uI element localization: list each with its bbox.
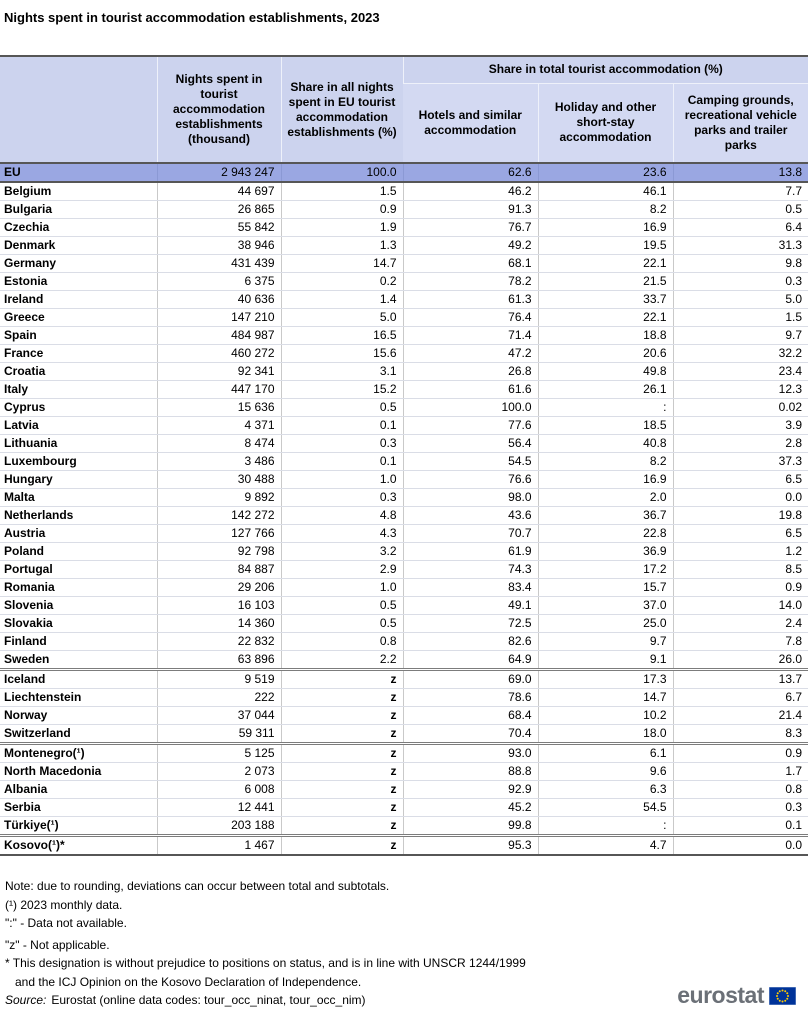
value-cell: 20.6	[538, 345, 673, 363]
table-body	[0, 163, 808, 855]
value-cell: 1.3	[281, 237, 403, 255]
col-header-nights: Nights spent in tourist accommodation establishments (thousand)	[157, 56, 281, 163]
country-name: Serbia	[0, 799, 157, 817]
table-row	[0, 219, 808, 237]
value-cell: 74.3	[403, 561, 538, 579]
country-name: Czechia	[0, 219, 157, 237]
value-cell: 0.8	[281, 633, 403, 651]
table-row	[0, 561, 808, 579]
value-cell: 13.8	[673, 163, 808, 182]
value-cell: 484 987	[157, 327, 281, 345]
country-name: Spain	[0, 327, 157, 345]
corner-cell	[0, 56, 157, 163]
table-row	[0, 543, 808, 561]
table-row	[0, 579, 808, 597]
value-cell: 12 441	[157, 799, 281, 817]
value-cell: 56.4	[403, 435, 538, 453]
col-header-camping: Camping grounds, recreational vehicle parks and trailer parks	[673, 83, 808, 163]
col-header-share-total: Share in total tourist accommodation (%)	[403, 56, 808, 83]
value-cell: 6.3	[538, 781, 673, 799]
value-cell: 203 188	[157, 817, 281, 836]
country-name: Slovenia	[0, 597, 157, 615]
country-name: Türkiye(¹)	[0, 817, 157, 836]
value-cell: 5 125	[157, 744, 281, 763]
value-cell: 92 341	[157, 363, 281, 381]
value-cell: 9.7	[673, 327, 808, 345]
footnotes	[5, 877, 526, 1010]
value-cell: 26.0	[673, 651, 808, 670]
value-cell: 54.5	[403, 453, 538, 471]
value-cell: z	[281, 799, 403, 817]
value-cell: 8 474	[157, 435, 281, 453]
table-header	[0, 56, 808, 163]
value-cell: 40.8	[538, 435, 673, 453]
country-name: Netherlands	[0, 507, 157, 525]
country-name: Montenegro(¹)	[0, 744, 157, 763]
value-cell: :	[538, 817, 673, 836]
value-cell: 91.3	[403, 201, 538, 219]
note-rounding: Note: due to rounding, deviations can occur between total and subtotals.	[5, 879, 390, 893]
table-row	[0, 817, 808, 836]
country-name: Finland	[0, 633, 157, 651]
value-cell: 15.2	[281, 381, 403, 399]
value-cell: 16.9	[538, 219, 673, 237]
value-cell: 0.02	[673, 399, 808, 417]
country-name: Albania	[0, 781, 157, 799]
value-cell: 1.7	[673, 763, 808, 781]
value-cell: 4.7	[538, 836, 673, 856]
value-cell: 8.2	[538, 201, 673, 219]
value-cell: z	[281, 781, 403, 799]
value-cell: 1.5	[281, 182, 403, 201]
value-cell: 9.7	[538, 633, 673, 651]
value-cell: 92 798	[157, 543, 281, 561]
table-row	[0, 417, 808, 435]
data-table	[0, 55, 808, 856]
value-cell: 5.0	[281, 309, 403, 327]
table-row	[0, 781, 808, 799]
value-cell: 6 008	[157, 781, 281, 799]
value-cell: 0.3	[281, 435, 403, 453]
value-cell: 0.3	[281, 489, 403, 507]
country-name: Sweden	[0, 651, 157, 670]
value-cell: 5.0	[673, 291, 808, 309]
value-cell: 83.4	[403, 579, 538, 597]
value-cell: 37.3	[673, 453, 808, 471]
value-cell: 14.7	[538, 689, 673, 707]
country-name: Iceland	[0, 670, 157, 689]
value-cell: z	[281, 670, 403, 689]
value-cell: 45.2	[403, 799, 538, 817]
table-row	[0, 201, 808, 219]
value-cell: 6.1	[538, 744, 673, 763]
value-cell: z	[281, 707, 403, 725]
country-name: North Macedonia	[0, 763, 157, 781]
table-row	[0, 744, 808, 763]
country-name: Austria	[0, 525, 157, 543]
value-cell: 54.5	[538, 799, 673, 817]
value-cell: 0.5	[281, 615, 403, 633]
note-not-applicable: "z" - Not applicable.	[5, 937, 110, 952]
value-cell: 1 467	[157, 836, 281, 856]
value-cell: 0.1	[673, 817, 808, 836]
value-cell: 49.2	[403, 237, 538, 255]
value-cell: 9.6	[538, 763, 673, 781]
value-cell: 95.3	[403, 836, 538, 856]
value-cell: 55 842	[157, 219, 281, 237]
value-cell: 88.8	[403, 763, 538, 781]
value-cell: 29 206	[157, 579, 281, 597]
value-cell: 1.5	[673, 309, 808, 327]
country-name: Malta	[0, 489, 157, 507]
value-cell: 0.5	[673, 201, 808, 219]
value-cell: 13.7	[673, 670, 808, 689]
table-row	[0, 182, 808, 201]
value-cell: 92.9	[403, 781, 538, 799]
value-cell: 142 272	[157, 507, 281, 525]
table-row	[0, 836, 808, 856]
value-cell: 10.2	[538, 707, 673, 725]
value-cell: 1.9	[281, 219, 403, 237]
value-cell: 7.8	[673, 633, 808, 651]
value-cell: 93.0	[403, 744, 538, 763]
value-cell: 100.0	[403, 399, 538, 417]
col-header-holiday: Holiday and other short-stay accommodation	[538, 83, 673, 163]
table-row	[0, 651, 808, 670]
value-cell: 78.2	[403, 273, 538, 291]
value-cell: 14.0	[673, 597, 808, 615]
value-cell: 21.4	[673, 707, 808, 725]
value-cell: 100.0	[281, 163, 403, 182]
value-cell: 17.2	[538, 561, 673, 579]
table-row	[0, 273, 808, 291]
table-row	[0, 689, 808, 707]
value-cell: 36.7	[538, 507, 673, 525]
value-cell: 18.8	[538, 327, 673, 345]
country-name: Latvia	[0, 417, 157, 435]
table-row	[0, 633, 808, 651]
value-cell: 16.5	[281, 327, 403, 345]
value-cell: 72.5	[403, 615, 538, 633]
value-cell: 460 272	[157, 345, 281, 363]
country-name: Italy	[0, 381, 157, 399]
value-cell: 23.6	[538, 163, 673, 182]
country-name: Luxembourg	[0, 453, 157, 471]
value-cell: 99.8	[403, 817, 538, 836]
value-cell: 15.7	[538, 579, 673, 597]
value-cell: 9.1	[538, 651, 673, 670]
table-row	[0, 435, 808, 453]
value-cell: 84 887	[157, 561, 281, 579]
value-cell: 76.7	[403, 219, 538, 237]
value-cell: 0.8	[673, 781, 808, 799]
value-cell: 2.9	[281, 561, 403, 579]
value-cell: 9 519	[157, 670, 281, 689]
table-row	[0, 327, 808, 345]
value-cell: 3.1	[281, 363, 403, 381]
value-cell: 19.8	[673, 507, 808, 525]
value-cell: 49.8	[538, 363, 673, 381]
value-cell: 0.5	[281, 399, 403, 417]
value-cell: 15.6	[281, 345, 403, 363]
table-row	[0, 309, 808, 327]
country-name: Portugal	[0, 561, 157, 579]
value-cell: 40 636	[157, 291, 281, 309]
value-cell: 77.6	[403, 417, 538, 435]
value-cell: 0.1	[281, 453, 403, 471]
value-cell: 3.9	[673, 417, 808, 435]
value-cell: 68.4	[403, 707, 538, 725]
value-cell: 0.2	[281, 273, 403, 291]
value-cell: 64.9	[403, 651, 538, 670]
value-cell: 76.6	[403, 471, 538, 489]
table-row	[0, 525, 808, 543]
country-name: Belgium	[0, 182, 157, 201]
eu-flag-icon	[769, 987, 796, 1005]
value-cell: 127 766	[157, 525, 281, 543]
table-row	[0, 163, 808, 182]
value-cell: 32.2	[673, 345, 808, 363]
value-cell: 61.9	[403, 543, 538, 561]
value-cell: 4.3	[281, 525, 403, 543]
value-cell: 4 371	[157, 417, 281, 435]
note-kosovo-designation-1: * This designation is without prejudice to positions on status, and is in line with UNSCR 1244/1999	[5, 956, 526, 970]
value-cell: 59 311	[157, 725, 281, 744]
eurostat-logo	[677, 982, 796, 1009]
value-cell: 2 073	[157, 763, 281, 781]
country-name: Hungary	[0, 471, 157, 489]
value-cell: 16.9	[538, 471, 673, 489]
value-cell: 38 946	[157, 237, 281, 255]
table-row	[0, 763, 808, 781]
value-cell: 18.0	[538, 725, 673, 744]
value-cell: 16 103	[157, 597, 281, 615]
country-name: Estonia	[0, 273, 157, 291]
note-kosovo-designation-2: and the ICJ Opinion on the Kosovo Declaration of Independence.	[15, 974, 362, 989]
value-cell: 6 375	[157, 273, 281, 291]
country-name: Switzerland	[0, 725, 157, 744]
value-cell: 12.3	[673, 381, 808, 399]
value-cell: 222	[157, 689, 281, 707]
value-cell: 0.9	[673, 744, 808, 763]
value-cell: 8.2	[538, 453, 673, 471]
value-cell: 0.9	[673, 579, 808, 597]
country-name: Lithuania	[0, 435, 157, 453]
value-cell: 18.5	[538, 417, 673, 435]
country-name: Kosovo(¹)*	[0, 836, 157, 856]
value-cell: 6.4	[673, 219, 808, 237]
country-name: Greece	[0, 309, 157, 327]
table-row	[0, 345, 808, 363]
value-cell: 33.7	[538, 291, 673, 309]
value-cell: 6.7	[673, 689, 808, 707]
value-cell: 37.0	[538, 597, 673, 615]
value-cell: 6.5	[673, 471, 808, 489]
value-cell: 3.2	[281, 543, 403, 561]
value-cell: 0.5	[281, 597, 403, 615]
country-name: Denmark	[0, 237, 157, 255]
country-name: Cyprus	[0, 399, 157, 417]
value-cell: z	[281, 744, 403, 763]
country-name: France	[0, 345, 157, 363]
value-cell: 14.7	[281, 255, 403, 273]
value-cell: 62.6	[403, 163, 538, 182]
value-cell: z	[281, 817, 403, 836]
value-cell: 2.8	[673, 435, 808, 453]
source-label: Source:	[5, 993, 47, 1007]
value-cell: 0.0	[673, 489, 808, 507]
value-cell: 19.5	[538, 237, 673, 255]
value-cell: 431 439	[157, 255, 281, 273]
value-cell: 70.7	[403, 525, 538, 543]
value-cell: 7.7	[673, 182, 808, 201]
table-row	[0, 725, 808, 744]
source-line	[5, 991, 526, 1010]
value-cell: 61.6	[403, 381, 538, 399]
table-row	[0, 453, 808, 471]
eurostat-logo-text: eurostat	[677, 982, 764, 1008]
note-not-available: ":" - Data not available.	[5, 916, 127, 930]
value-cell: 147 210	[157, 309, 281, 327]
value-cell: 69.0	[403, 670, 538, 689]
value-cell: :	[538, 399, 673, 417]
value-cell: 14 360	[157, 615, 281, 633]
table-row	[0, 291, 808, 309]
value-cell: 26.1	[538, 381, 673, 399]
value-cell: 22.8	[538, 525, 673, 543]
value-cell: 3 486	[157, 453, 281, 471]
value-cell: 1.0	[281, 471, 403, 489]
value-cell: 1.2	[673, 543, 808, 561]
value-cell: 2.4	[673, 615, 808, 633]
value-cell: 2 943 247	[157, 163, 281, 182]
value-cell: 37 044	[157, 707, 281, 725]
value-cell: 68.1	[403, 255, 538, 273]
table-row	[0, 399, 808, 417]
value-cell: 0.1	[281, 417, 403, 435]
value-cell: 44 697	[157, 182, 281, 201]
table-row	[0, 381, 808, 399]
value-cell: 25.0	[538, 615, 673, 633]
value-cell: 8.5	[673, 561, 808, 579]
value-cell: 47.2	[403, 345, 538, 363]
country-name: Poland	[0, 543, 157, 561]
value-cell: 76.4	[403, 309, 538, 327]
value-cell: 9.8	[673, 255, 808, 273]
value-cell: 2.2	[281, 651, 403, 670]
value-cell: 447 170	[157, 381, 281, 399]
value-cell: 2.0	[538, 489, 673, 507]
value-cell: 36.9	[538, 543, 673, 561]
value-cell: z	[281, 836, 403, 856]
value-cell: 31.3	[673, 237, 808, 255]
value-cell: 0.3	[673, 799, 808, 817]
value-cell: 6.5	[673, 525, 808, 543]
value-cell: 61.3	[403, 291, 538, 309]
col-header-hotels: Hotels and similar accommodation	[403, 83, 538, 163]
value-cell: 46.1	[538, 182, 673, 201]
note-monthly-data: (¹) 2023 monthly data.	[5, 897, 123, 912]
value-cell: 26.8	[403, 363, 538, 381]
value-cell: 22 832	[157, 633, 281, 651]
country-name: Ireland	[0, 291, 157, 309]
value-cell: 71.4	[403, 327, 538, 345]
value-cell: 43.6	[403, 507, 538, 525]
value-cell: 30 488	[157, 471, 281, 489]
table-row	[0, 489, 808, 507]
value-cell: 1.0	[281, 579, 403, 597]
value-cell: 1.4	[281, 291, 403, 309]
table-row	[0, 471, 808, 489]
value-cell: 78.6	[403, 689, 538, 707]
value-cell: 0.9	[281, 201, 403, 219]
value-cell: 82.6	[403, 633, 538, 651]
value-cell: 22.1	[538, 309, 673, 327]
table-row	[0, 799, 808, 817]
country-name: Germany	[0, 255, 157, 273]
country-name: Bulgaria	[0, 201, 157, 219]
country-name: Romania	[0, 579, 157, 597]
country-name: Slovakia	[0, 615, 157, 633]
value-cell: 8.3	[673, 725, 808, 744]
table-row	[0, 237, 808, 255]
page-title: Nights spent in tourist accommodation establishments, 2023	[4, 10, 380, 25]
table-row	[0, 255, 808, 273]
value-cell: 49.1	[403, 597, 538, 615]
value-cell: z	[281, 725, 403, 744]
value-cell: 15 636	[157, 399, 281, 417]
table-row	[0, 507, 808, 525]
table-row	[0, 363, 808, 381]
value-cell: 63 896	[157, 651, 281, 670]
table-row	[0, 707, 808, 725]
country-name: Norway	[0, 707, 157, 725]
value-cell: 22.1	[538, 255, 673, 273]
value-cell: 0.3	[673, 273, 808, 291]
table-row	[0, 615, 808, 633]
value-cell: 9 892	[157, 489, 281, 507]
value-cell: 23.4	[673, 363, 808, 381]
country-name: Croatia	[0, 363, 157, 381]
value-cell: 0.0	[673, 836, 808, 856]
table-row	[0, 670, 808, 689]
country-name: Liechtenstein	[0, 689, 157, 707]
col-header-share-eu: Share in all nights spent in EU tourist accommodation establishments (%)	[281, 56, 403, 163]
value-cell: 46.2	[403, 182, 538, 201]
value-cell: 98.0	[403, 489, 538, 507]
value-cell: 70.4	[403, 725, 538, 744]
country-name: EU	[0, 163, 157, 182]
value-cell: z	[281, 689, 403, 707]
value-cell: 4.8	[281, 507, 403, 525]
value-cell: z	[281, 763, 403, 781]
value-cell: 26 865	[157, 201, 281, 219]
value-cell: 21.5	[538, 273, 673, 291]
table-row	[0, 597, 808, 615]
source-text: Eurostat (online data codes: tour_occ_ninat, tour_occ_nim)	[51, 993, 366, 1007]
value-cell: 17.3	[538, 670, 673, 689]
